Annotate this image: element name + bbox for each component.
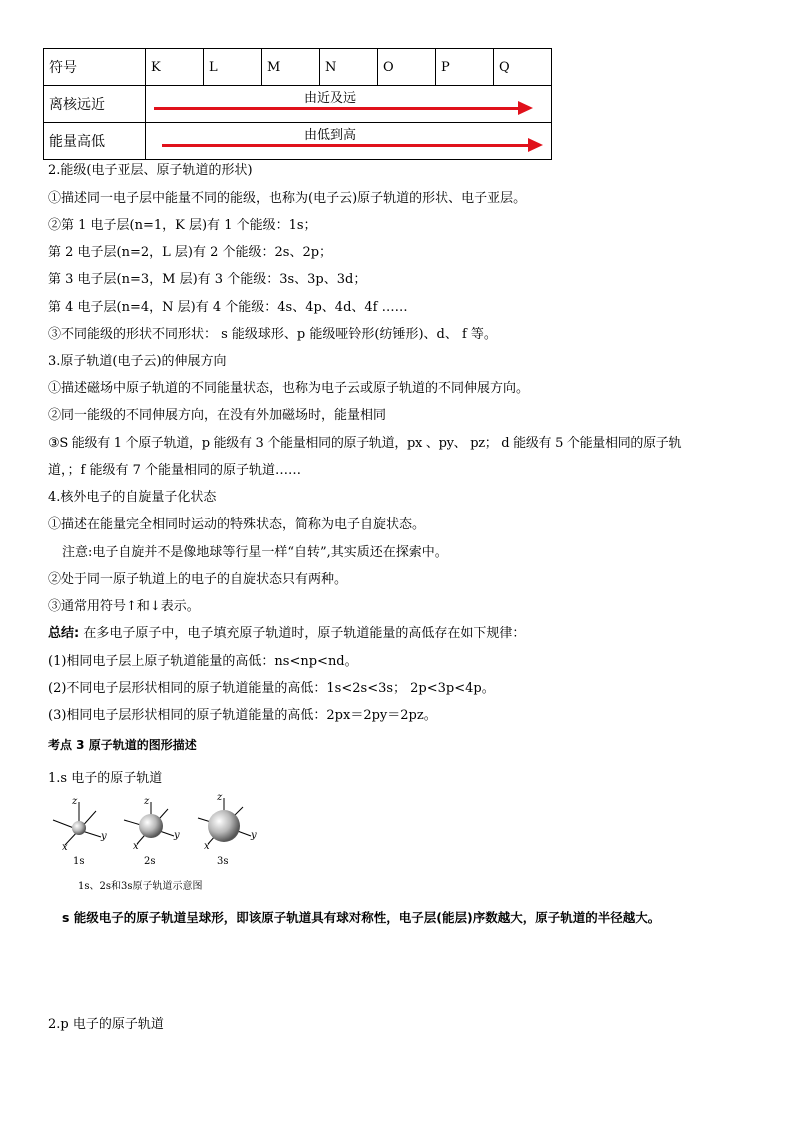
shell-L: L bbox=[204, 49, 262, 86]
text-line: ①描述同一电子层中能量不同的能级，也称为(电子云)原子轨道的形状、电子亚层。 bbox=[48, 191, 527, 206]
distance-arrow-head-icon bbox=[518, 101, 533, 115]
axis-x-1: x bbox=[62, 842, 68, 853]
summary-label: 总结: bbox=[48, 626, 80, 641]
energy-row bbox=[44, 123, 552, 160]
energy-arrow-cell bbox=[146, 123, 552, 160]
shell-M: M bbox=[262, 49, 320, 86]
energy-arrow-text: 由低到高 bbox=[304, 128, 357, 143]
section-s-orbital: 1.s 电子的原子轨道 bbox=[48, 771, 163, 786]
label-1s: 1s bbox=[73, 856, 85, 867]
label-3s: 3s bbox=[217, 856, 229, 867]
text-line: (3)相同电子层形状相同的原子轨道能量的高低：2px＝2py＝2pz。 bbox=[48, 708, 437, 723]
distance-arrow-line bbox=[154, 107, 520, 110]
text-line: ②第 1 电子层(n=1，K 层)有 1 个能级：1s； bbox=[48, 218, 317, 233]
text-line: 第 2 电子层(n=2，L 层)有 2 个能级：2s、2p； bbox=[48, 245, 333, 260]
text-line: 道，；f 能级有 7 个能量相同的原子轨道…… bbox=[48, 463, 301, 478]
text-line: ①描述磁场中原子轨道的不同能量状态，也称为电子云或原子轨道的不同伸展方向。 bbox=[48, 381, 530, 396]
axis-x-2: x bbox=[133, 841, 139, 852]
distance-row bbox=[44, 86, 552, 123]
shell-Q: Q bbox=[494, 49, 552, 86]
note-line: 注意:电子自旋并不是像地球等行星一样“自转”,其实质还在探索中。 bbox=[62, 545, 448, 560]
symbol-label: 符号 bbox=[44, 49, 146, 86]
text-line: ③S 能级有 1 个原子轨道，p 能级有 3 个能量相同的原子轨道，px 、py、 pz； d 能级有 5 个能量相同的原子轨 bbox=[48, 436, 682, 451]
axis-y-2: y bbox=[174, 830, 180, 841]
shell-O: O bbox=[378, 49, 436, 86]
text-line: ①描述在能量完全相同时运动的特殊状态，简称为电子自旋状态。 bbox=[48, 517, 426, 532]
distance-arrow-text: 由近及远 bbox=[304, 91, 357, 106]
section-p-orbital: 2.p 电子的原子轨道 bbox=[48, 1017, 164, 1032]
axis-y-1: y bbox=[101, 831, 107, 842]
text-line: 第 3 电子层(n=3，M 层)有 3 个能级：3s、3p、3d； bbox=[48, 272, 367, 287]
text-line: (2)不同电子层形状相同的原子轨道能量的高低：1s<2s<3s； 2p<3p<4p。 bbox=[48, 681, 495, 696]
s-orbital-figure bbox=[48, 792, 268, 882]
axis-z-3: z bbox=[217, 792, 223, 803]
text-line: ②处于同一原子轨道上的电子的自旋状态只有两种。 bbox=[48, 572, 348, 587]
distance-label: 离核远近 bbox=[44, 86, 146, 123]
energy-label: 能量高低 bbox=[44, 123, 146, 160]
summary-text: 在多电子原子中，电子填充原子轨道时，原子轨道能量的高低存在如下规律： bbox=[79, 626, 526, 641]
text-line: (1)相同电子层上原子轨道能量的高低：ns<np<nd。 bbox=[48, 654, 358, 669]
section-orientation: 3.原子轨道(电子云)的伸展方向 bbox=[48, 354, 227, 369]
s-orbital-conclusion: s 能级电子的原子轨道呈球形，即该原子轨道具有球对称性，电子层(能层)序数越大，原子轨道的半径越大。 bbox=[62, 910, 661, 925]
section-energy-levels: 2.能级(电子亚层、原子轨道的形状) bbox=[48, 163, 253, 178]
summary-line bbox=[48, 622, 525, 641]
section-spin: 4.核外电子的自旋量子化状态 bbox=[48, 490, 217, 505]
shell-P: P bbox=[436, 49, 494, 86]
electron-shell-table bbox=[43, 48, 552, 160]
axis-x-3: x bbox=[204, 841, 210, 852]
shell-N: N bbox=[320, 49, 378, 86]
energy-arrow-head-icon bbox=[528, 138, 543, 152]
orbital-1s bbox=[53, 802, 101, 845]
energy-arrow-line bbox=[162, 144, 530, 147]
axis-z-2: z bbox=[144, 796, 150, 807]
topic-heading: 考点 3 原子轨道的图形描述 bbox=[48, 738, 197, 752]
text-line: ②同一能级的不同伸展方向，在没有外加磁场时，能量相同 bbox=[48, 408, 387, 423]
axis-y-3: y bbox=[251, 830, 257, 841]
symbol-row bbox=[44, 49, 552, 86]
text-line: 第 4 电子层(n=4，N 层)有 4 个能级：4s、4p、4d、4f …… bbox=[48, 300, 408, 315]
text-line: ③通常用符号↑和↓表示。 bbox=[48, 599, 200, 614]
distance-arrow-cell bbox=[146, 86, 552, 123]
orbital-3s bbox=[198, 798, 251, 844]
shell-K: K bbox=[146, 49, 204, 86]
figure-caption: 1s、2s和3s原子轨道示意图 bbox=[78, 881, 203, 892]
orbital-2s bbox=[124, 802, 174, 844]
text-line: ③不同能级的形状不同形状： s 能级球形、p 能级哑铃形(纺锤形)、d、 f 等。 bbox=[48, 327, 497, 342]
label-2s: 2s bbox=[144, 856, 156, 867]
axis-z-1: z bbox=[72, 796, 78, 807]
